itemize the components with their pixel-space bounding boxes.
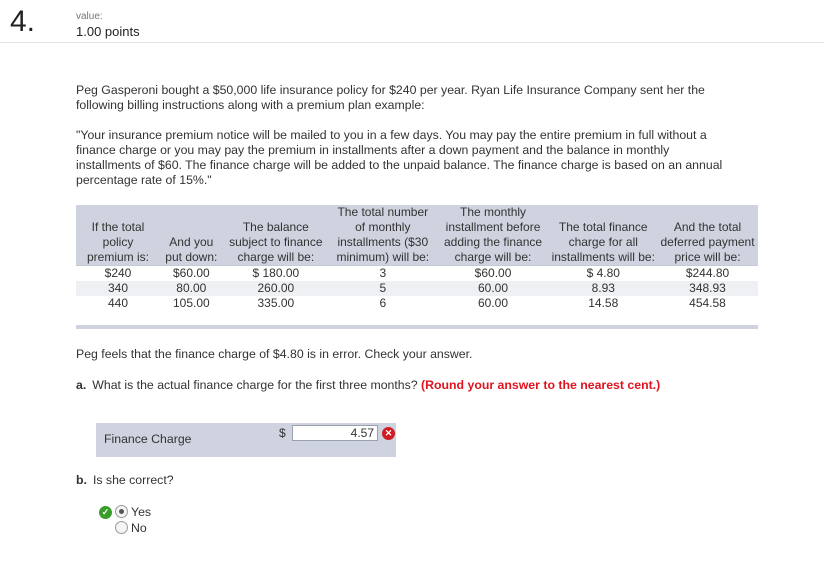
table-cell: $60.00 xyxy=(437,266,550,282)
table-cell: $244.80 xyxy=(657,266,758,282)
part-a-text: What is the actual finance charge for the first three months? xyxy=(92,378,418,392)
question-number: 4. xyxy=(10,5,36,38)
correct-check-icon: ✓ xyxy=(99,506,112,519)
header-divider xyxy=(0,42,824,43)
option-yes-label: Yes xyxy=(131,505,152,519)
problem-paragraph-2: "Your insurance premium notice will be mailed to you in a few days. You may pay the entire premium in full without a finance charge or you may pay the premium in installments after a down payment and the balance in monthly installments of $60. The finance charge will be added to the unpaid balance. The finance charge is based on an annual percentage rate of 15%." xyxy=(76,128,723,187)
part-b-label: b. xyxy=(76,473,87,487)
table-cell: 60.00 xyxy=(478,296,509,310)
table-cell: $60.00 xyxy=(160,266,223,282)
incorrect-x-icon: ✕ xyxy=(382,427,395,440)
problem-paragraph-3: Peg feels that the finance charge of $4.80 is in error. Check your answer. xyxy=(76,347,473,361)
option-no[interactable] xyxy=(115,521,147,535)
table-row xyxy=(76,281,758,296)
table-cell: 80.00 xyxy=(160,281,223,296)
part-a-question xyxy=(76,378,676,393)
finance-charge-input[interactable] xyxy=(292,425,378,441)
table-header: And you put down: xyxy=(160,205,223,266)
table-header: The total number of monthly installments ($30 minimum) will be: xyxy=(329,205,437,266)
points-value: 1.00 points xyxy=(76,24,140,39)
radio-yes[interactable] xyxy=(115,505,128,518)
table-cell: 8.93 xyxy=(549,281,657,296)
finance-charge-answer-row xyxy=(96,423,396,457)
radio-no[interactable] xyxy=(115,521,128,534)
table-cell: 14.58 xyxy=(588,296,619,310)
part-a-label: a. xyxy=(76,378,87,392)
table-row xyxy=(76,266,758,282)
table-cell: 260.00 xyxy=(223,281,329,296)
table-bottom-border xyxy=(76,325,758,329)
problem-paragraph-1: Peg Gasperoni bought a $50,000 life insurance policy for $240 per year. Ryan Life Insurance Company sent her the following billing instructions along with a premium plan example: xyxy=(76,83,705,112)
finance-charge-label: Finance Charge xyxy=(104,432,192,446)
table-cell: 6 xyxy=(379,296,387,310)
table-cell: 5 xyxy=(329,281,437,296)
currency-symbol: $ xyxy=(279,426,286,440)
table-cell: 340 xyxy=(76,281,160,296)
table-cell: 440 xyxy=(107,296,128,310)
option-no-label: No xyxy=(131,521,147,535)
part-b-text: Is she correct? xyxy=(92,473,174,487)
table-cell: $240 xyxy=(76,266,160,282)
table-cell: 348.93 xyxy=(657,281,758,296)
table-cell: 60.00 xyxy=(437,281,550,296)
part-b-question xyxy=(76,473,174,487)
table-header: The balance subject to finance charge will be: xyxy=(223,205,329,266)
table-header: The total finance charge for all installments will be: xyxy=(549,205,657,266)
table-cell: 335.00 xyxy=(257,296,295,310)
table-header: The monthly installment before adding the finance charge will be: xyxy=(437,205,550,266)
table-cell: $ 4.80 xyxy=(549,266,657,282)
table-header: If the total policy premium is: xyxy=(76,205,160,266)
table-row xyxy=(76,296,758,311)
table-header-row xyxy=(76,205,758,266)
table-cell: 105.00 xyxy=(172,296,210,310)
table-cell: $ 180.00 xyxy=(223,266,329,282)
table-header: And the total deferred payment price will be: xyxy=(657,205,758,266)
table-cell: 3 xyxy=(329,266,437,282)
value-label: value: xyxy=(76,11,103,22)
option-yes[interactable] xyxy=(115,505,151,519)
rounding-hint: (Round your answer to the nearest cent.) xyxy=(421,378,661,392)
premium-plan-table xyxy=(76,205,758,311)
table-cell: 454.58 xyxy=(689,296,726,310)
